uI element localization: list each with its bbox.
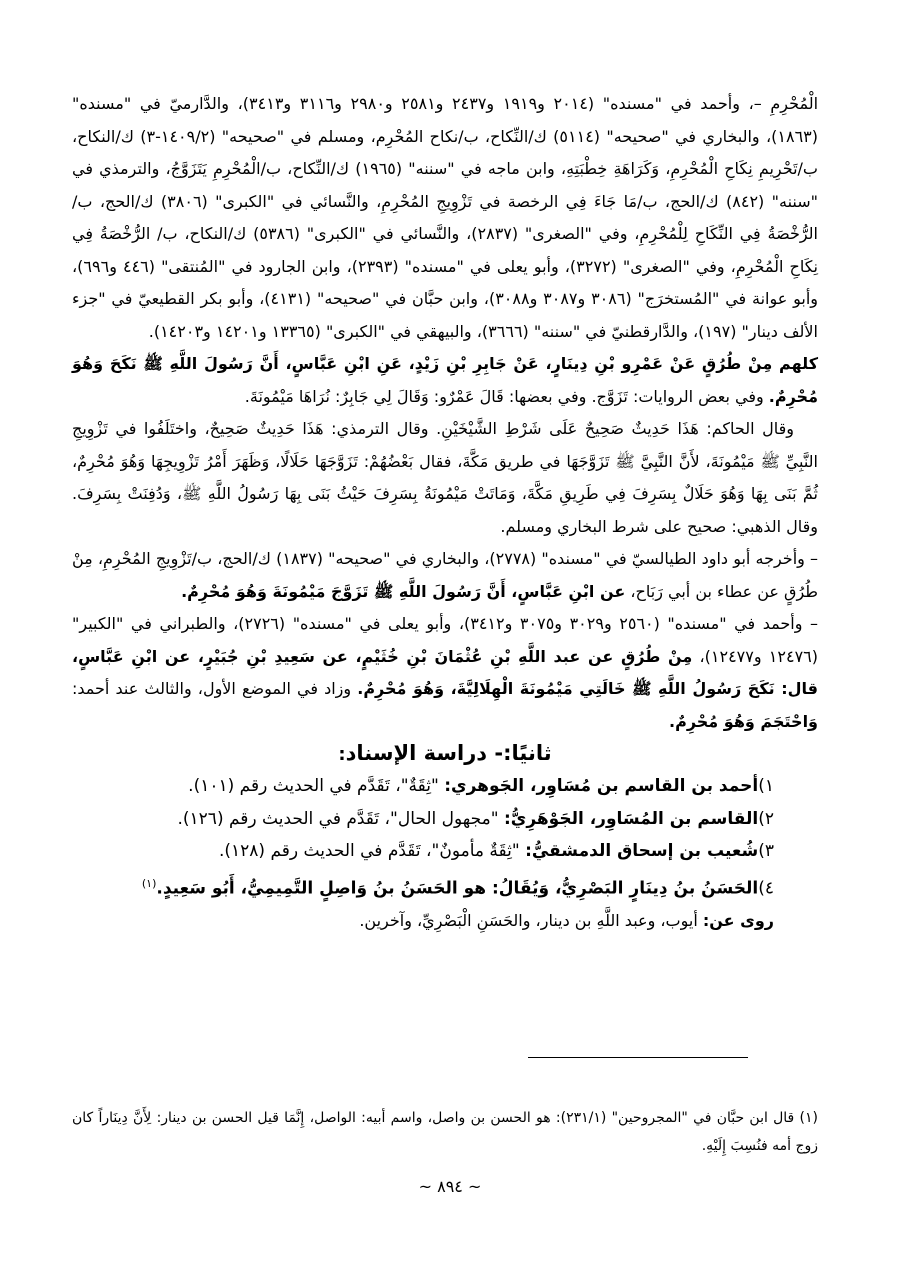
takhrij-paragraph-1 bbox=[72, 88, 818, 348]
takhrij-text-3: – وأخرجه أبو داود الطيالسيّ في "مسنده" (٢٧٧٨)، والبخاري في "صحيحه" (١٨٣٧) ك/الحج، ب/تَزْوِيجِ المُحْرِمِ، مِنْ طُرُقٍ عن عطاء بن أبي رَبَاح، bbox=[72, 549, 819, 601]
narrator-item bbox=[72, 770, 774, 803]
page-number: ~ ٨٩٤ ~ bbox=[418, 1177, 482, 1196]
takhrij-text: الْمُحْرِمِ –، وأحمد في "مسنده" (٢٠١٤ و١٩١٩ و٢٤٣٧ و٢٥٨١ و٢٩٨٠ و٣١١٦ و٣٤١٣)، والدَّارميّ في "مسنده" (١٨٦٣)، والبخاري في "صحيحه" (٥١١٤) ك/النِّكاح، ب/نكاح المُحْرِم، ومسلم في "صحيحه" (١٤٠٩/٢-٣) ك/النكاح، ب/تَحْرِيمِ نِكَاحِ الْمُحْرِمِ، وَكَرَاهَةِ خِطْبَتِهِ، وابن ماجه في "سننه" (١٩٦٥) ك/النِّكاح، ب/الْمُحْرِمِ يَتَزَوَّجُ، والترمذي في "سننه" (٨٤٢) ك/الحج، ب/مَا جَاءَ فِي الرخصة في تَزْوِيجِ المُحْرِمِ، والنَّسائي في "الكبرى" (٣٨٠٦) ك/الحج، ب/الرُّخْصَةُ فِي النِّكَاحِ لِلْمُحْرِمِ، وفي "الصغرى" (٢٨٣٧)، والنَّسائي في "الكبرى" (٥٣٨٦) ك/النكاح، ب/ الرُّخْصَةُ فِي نِكَاحِ الْمُحْرِمِ، وفي "الصغرى" (٣٢٧٢)، وأبو يعلى في "مسنده" (٢٣٩٣)، وابن الجارود في "المُنتقى" (٤٤٦ و٦٩٦)، وأبو عوانة في "المُستخرَج" (٣٠٨٦ و٣٠٨٧ و٣٠٨٨)، وابن حبَّان في "صحيحه" (٤١٣١)، وأبو بكر القطيعيّ في "جزء الألف دينار" (١٩٧)، والدَّارقطنيّ في "سننه" (٣٦٦٦)، والبيهقي في "الكبرى" (١٣٣٦٥ و١٤٢٠١ و١٤٢٠٣). bbox=[72, 94, 819, 341]
narrated-from-label: روى عن: bbox=[702, 910, 774, 930]
hadith-text-3: عن ابْنِ عَبَّاسٍ، أَنَّ رَسُولَ اللَّهِ ﷺ تَزَوَّجَ مَيْمُونَةَ وَهُوَ مُحْرِمٌ. bbox=[181, 581, 626, 601]
footnote-divider bbox=[528, 1057, 748, 1058]
section-title-text: ثانيًا:- دراسة الإسناد bbox=[345, 741, 552, 765]
narrator-name: أحمد بن القاسم بن مُسَاوِر، الجَوهري: bbox=[444, 776, 759, 796]
narrator-detail: "ثِقَةٌ"، تَقَدَّم في الحديث رقم (١٠١). bbox=[188, 776, 445, 796]
section-title-colon: : bbox=[338, 744, 346, 765]
narrator-detail: "ثِقَةٌ مأمونٌ"، تَقَدَّم في الحديث رقم (١٢٨). bbox=[218, 841, 526, 861]
takhrij-paragraph-2 bbox=[72, 348, 818, 413]
narrator-number: ٢) bbox=[758, 808, 774, 829]
narrator-detail: "مجهول الحال"، تَقَدَّم في الحديث رقم (١٢٦). bbox=[177, 808, 504, 829]
narrator-item bbox=[72, 803, 774, 836]
takhrij-text-4: – وأحمد في "مسنده" (٢٥٦٠ و٣٠٢٩ و٣٠٧٥ و٣٤١٢)، وأبو يعلى في "مسنده" (٢٧٢٦)، والطبراني في "الكبير" (١٢٤٧٦ و١٢٤٧٧)، bbox=[72, 614, 819, 666]
narrator-number: ١) bbox=[758, 776, 774, 796]
narrator-number: ٣) bbox=[758, 841, 774, 861]
narrator-item bbox=[72, 835, 774, 868]
variant-text: وفي بعض الروايات: تَزَوَّج. وفي بعضها: قَالَ عَمْرٌو: وَقَالَ لِي جَابِرٌ: نُرَاهَا مَيْمُونَةَ. bbox=[244, 386, 769, 406]
page-body bbox=[72, 88, 818, 937]
section-title bbox=[72, 738, 818, 770]
narrator-name: القاسم بن المُسَاوِر، الجَوْهَرِيُّ: bbox=[503, 808, 759, 829]
addition-note: وزاد في الموضع الأول، والثالث عند أحمد: bbox=[72, 679, 358, 698]
narrator-number: ٤) bbox=[758, 878, 774, 899]
narrator-name: الحَسَنُ بنُ دِينَارٍ البَصْرِيُّ، وَيُقَالُ: هو الحَسَنُ بنُ وَاصِلٍ التَّمِيمِيُّ، أَبُو سَعِيدٍ. bbox=[156, 878, 759, 899]
takhrij-paragraph-3 bbox=[72, 543, 818, 608]
takhrij-paragraph-4 bbox=[72, 608, 818, 738]
hadith-chain-text: كلهم مِنْ طُرُقٍ عَنْ عَمْرِو بْنِ دِينَارٍ، عَنْ جَابِرِ بْنِ زَيْدٍ، عَنِ ابْنِ عَبَّاسٍ، أَنَّ رَسُولَ اللَّهِ ﷺ نَكَحَ وَهُوَ مُحْرِمٌ. bbox=[72, 354, 818, 406]
narrated-from-line bbox=[72, 905, 818, 938]
footnote bbox=[72, 1104, 818, 1160]
narrator-list bbox=[72, 770, 818, 905]
footnote-reference[interactable]: (١) bbox=[141, 876, 157, 890]
narrated-from-text: أيوب، وعبد اللَّهِ بن دينار، والحَسَنِ الْبَصْرِيِّ، وآخرين. bbox=[359, 910, 703, 930]
grading-text: وقال الحاكم: هَذَا حَدِيثٌ صَحِيحٌ عَلَى شَرْطِ الشَّيْخَيْنِ. وقال الترمذي: هَذَا حَدِيثٌ صَحِيحٌ، واختَلَفُوا في تَزْوِيجِ النَّبِيِّ ﷺ مَيْمُونَةَ، لأَنَّ النَّبِيَّ ﷺ تَزَوَّجَهَا في طريق مَكَّةَ، فقال بَعْضُهُمْ: تَزَوَّجَهَا حَلَالًا، وَظَهَرَ أَمْرُ تَزْوِيجِهَا وَهُوَ مُحْرِمٌ، ثُمَّ بَنَى بِهَا وَهُوَ حَلَالٌ بِسَرِفَ فِي طَرِيقِ مَكَّةَ، وَمَاتَتْ مَيْمُونَةُ بِسَرِفَ حَيْثُ بَنَى بِهَا رَسُولُ اللَّهِ ﷺ، وَدُفِنَتْ بِسَرِفَ. وقال الذهبي: صحيح على شرط البخاري ومسلم. bbox=[72, 419, 818, 536]
hadith-text-4: مِنْ طُرُقٍ عن عبد اللَّهِ بْنِ عُثْمَانَ بْنِ خُثَيْمٍ، عن سَعِيدِ بْنِ جُبَيْرٍ، عن ابْنِ عَبَّاسٍ، قال: نَكَحَ رَسُولُ اللَّهِ ﷺ خَالَتِي مَيْمُونَةَ الْهِلَالِيَّةَ، وَهُوَ مُحْرِمٌ. bbox=[72, 646, 818, 698]
footnote-text: (١) قال ابن حبَّان في "المجروحين" (٢٣١/١): هو الحسن بن واصل، واسم أبيه: الواصل، إِنَّمَا قيل الحسن بن دينار: لِأَنَّ دِينَاراً كان زوج أمه فنُسِبَ إِلَيْهِ. bbox=[72, 1110, 818, 1154]
addition-text: وَاحْتَجَمَ وَهُوَ مُحْرِمٌ. bbox=[669, 711, 818, 731]
narrator-item bbox=[72, 868, 774, 905]
narrator-name: شُعيب بن إسحاق الدمشقيُّ: bbox=[525, 841, 759, 861]
grading-paragraph bbox=[72, 413, 818, 543]
